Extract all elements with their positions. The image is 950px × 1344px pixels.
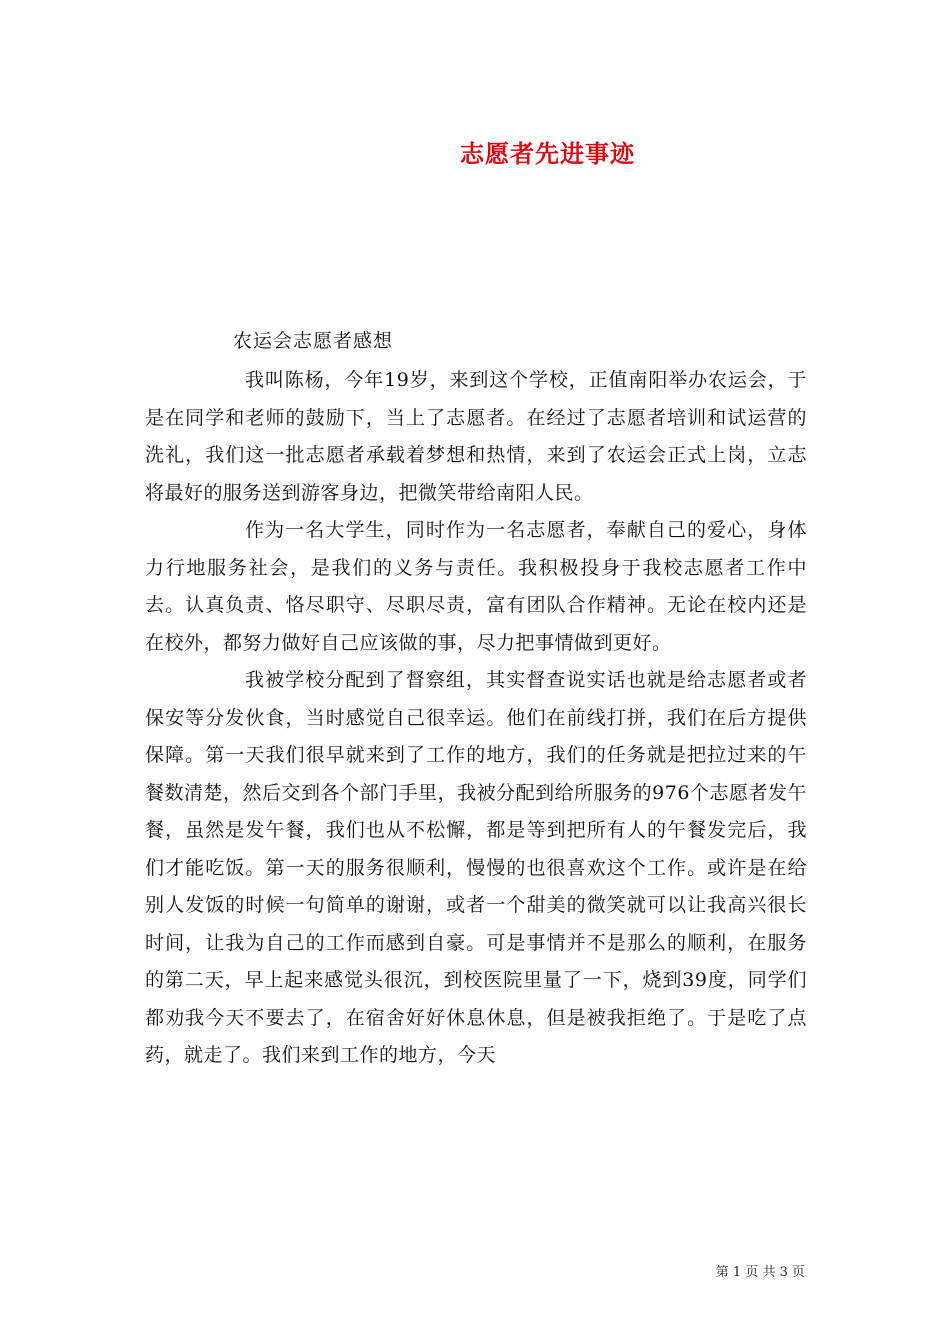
document-subtitle: 农运会志愿者感想 [233,330,394,352]
page-number-footer: 第 1 页 共 3 页 [715,1265,805,1280]
document-body [145,362,807,1075]
paragraph-2: 作为一名大学生，同时作为一名志愿者，奉献自己的爱心，身体力行地服务社会，是我们的义务与责任。我积极投身于我校志愿者工作中去。认真负责、恪尽职守、尽职尽责，富有团队合作精神。无论在校内还是在校外，都努力做好自己应该做的事，尽力把事情做到更好。 [145,519,807,654]
document-title: 志愿者先进事迹 [460,139,635,168]
paragraph-1: 我叫陈杨，今年19岁，来到这个学校，正值南阳举办农运会，于是在同学和老师的鼓励下，当上了志愿者。在经过了志愿者培训和试运营的洗礼，我们这一批志愿者承载着梦想和热情，来到了农运会正式上岗，立志将最好的服务送到游客身边，把微笑带给南阳人民。 [145,369,807,504]
paragraph-3: 我被学校分配到了督察组，其实督查说实话也就是给志愿者或者保安等分发伙食，当时感觉自己很幸运。他们在前线打拼，我们在后方提供保障。第一天我们很早就来到了工作的地方，我们的任务就是把拉过来的午餐数清楚，然后交到各个部门手里，我被分配到给所服务的976个志愿者发午餐，虽然是发午餐，我们也从不松懈，都是等到把所有人的午餐发完后，我们才能吃饭。第一天的服务很顺利，慢慢的也很喜欢这个工作。或许是在给别人发饭的时候一句简单的谢谢，或者一个甜美的微笑就可以让我高兴很长时间，让我为自己的工作而感到自豪。可是事情并不是那么的顺利，在服务的第二天，早上起来感觉头很沉，到校医院里量了一下，烧到39度，同学们都劝我今天不要去了，在宿舍好好休息休息，但是被我拒绝了。于是吃了点药，就走了。我们来到工作的地方，今天 [145,669,807,1066]
